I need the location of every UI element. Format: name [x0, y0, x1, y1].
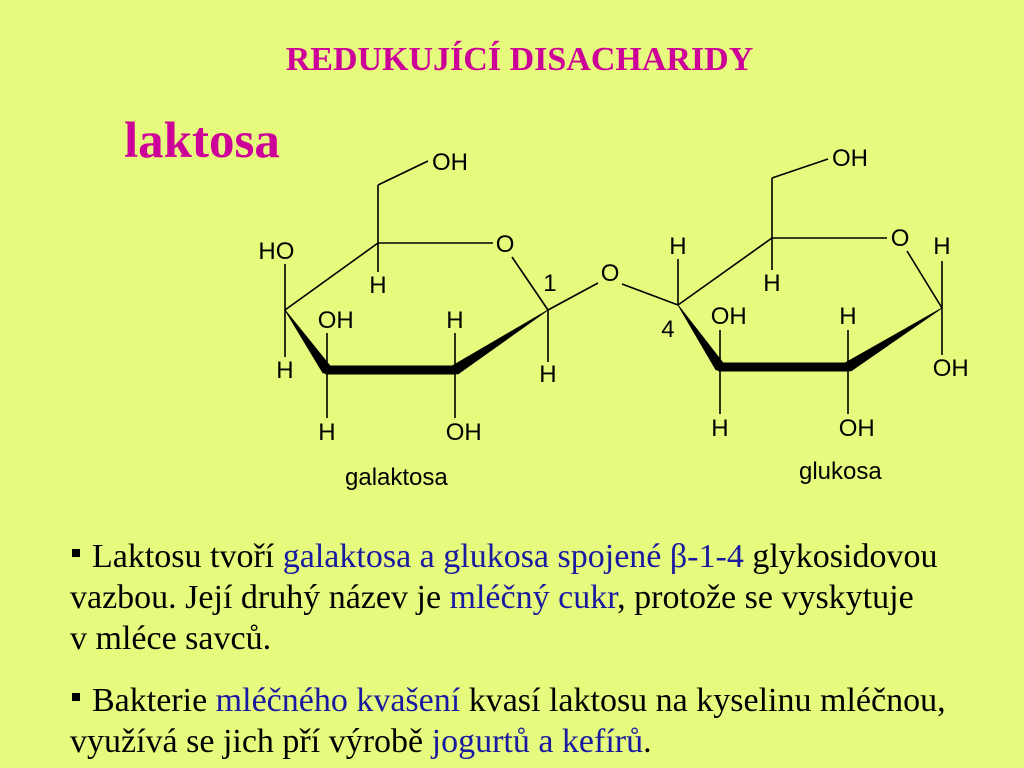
bond-glc-c6-oh	[772, 159, 828, 178]
slide-title: REDUKUJÍCÍ DISACHARIDY	[285, 41, 754, 78]
bond-glc-c4-c5	[678, 238, 772, 305]
text-segment: glykosidovou	[743, 538, 938, 575]
galactose-unit	[258, 149, 598, 491]
glycosidic-bond	[601, 260, 678, 305]
glucose-unit	[661, 145, 968, 485]
bullet-point-1	[70, 536, 937, 659]
bond-gal-c1-c2-wedge	[452, 310, 548, 374]
gal-c2-h-label: H	[446, 307, 464, 334]
text-segment: .	[643, 723, 652, 760]
bullet-line	[70, 618, 937, 659]
text-segment: , protože se vyskytuje	[617, 579, 914, 616]
glc-c2-h-label: H	[839, 303, 857, 330]
gal-c6-oh-label: OH	[432, 149, 468, 176]
glc-c1-h-label: H	[933, 233, 951, 260]
slide-heading: laktosa	[124, 113, 280, 169]
bullet-point-2	[70, 680, 946, 762]
gal-c3-oh-label: OH	[317, 307, 354, 334]
gal-c2-oh-label: OH	[445, 419, 482, 446]
glc-c4-h-label: H	[669, 233, 687, 260]
text-segment: využívá se jich pří výrobě	[70, 723, 432, 760]
bullet-line	[70, 721, 946, 762]
gal-c4-h-label: H	[276, 357, 294, 384]
gal-c1-locant: 1	[543, 270, 557, 297]
glc-c2-oh-label: OH	[838, 415, 875, 442]
glucose-name: glukosa	[799, 458, 882, 485]
text-segment: v mléce savců.	[70, 620, 272, 657]
glc-c6-oh-label: OH	[832, 145, 868, 172]
gal-c3-h-label: H	[318, 419, 336, 446]
bullet-line	[70, 680, 946, 721]
gal-c5-h-label: H	[369, 272, 387, 299]
gal-c1-h-label: H	[539, 361, 557, 388]
bullet-line	[70, 577, 937, 618]
highlighted-term: jogurtů a kefírů	[431, 723, 644, 760]
glc-c4-locant: 4	[661, 316, 675, 343]
bullet-icon	[72, 549, 80, 557]
text-segment: Laktosu tvoří	[92, 538, 283, 575]
text-segment: Bakterie	[92, 682, 216, 719]
bond-gal-c6-oh	[378, 161, 428, 185]
gal-c4-ho-label: HO	[258, 238, 295, 265]
gal-ring-o-label: O	[495, 231, 515, 258]
bond-glycosidic-o-glc-c4	[622, 284, 678, 305]
glc-c3-h-label: H	[711, 415, 729, 442]
highlighted-term: mléčný cukr	[449, 579, 618, 616]
text-segment: vazbou. Její druhý název je	[70, 579, 450, 616]
highlighted-term: galaktosa a glukosa spojené β-1-4	[282, 538, 744, 575]
bullet-icon	[72, 693, 80, 701]
glc-c5-h-label: H	[763, 270, 781, 297]
text-segment: kvasí laktosu na kyselinu mléčnou,	[460, 682, 946, 719]
glc-ring-o-label: O	[890, 225, 910, 252]
galactose-name: galaktosa	[345, 464, 448, 491]
glc-c3-oh-label: OH	[710, 303, 747, 330]
bullet-line	[70, 536, 937, 577]
glc-c1-oh-label: OH	[932, 355, 969, 382]
glycosidic-o-label: O	[600, 260, 620, 287]
bond-glc-c1-c2-wedge	[845, 308, 942, 371]
highlighted-term: mléčného kvašení	[215, 682, 461, 719]
bond-gal-c4-c5	[285, 243, 378, 310]
